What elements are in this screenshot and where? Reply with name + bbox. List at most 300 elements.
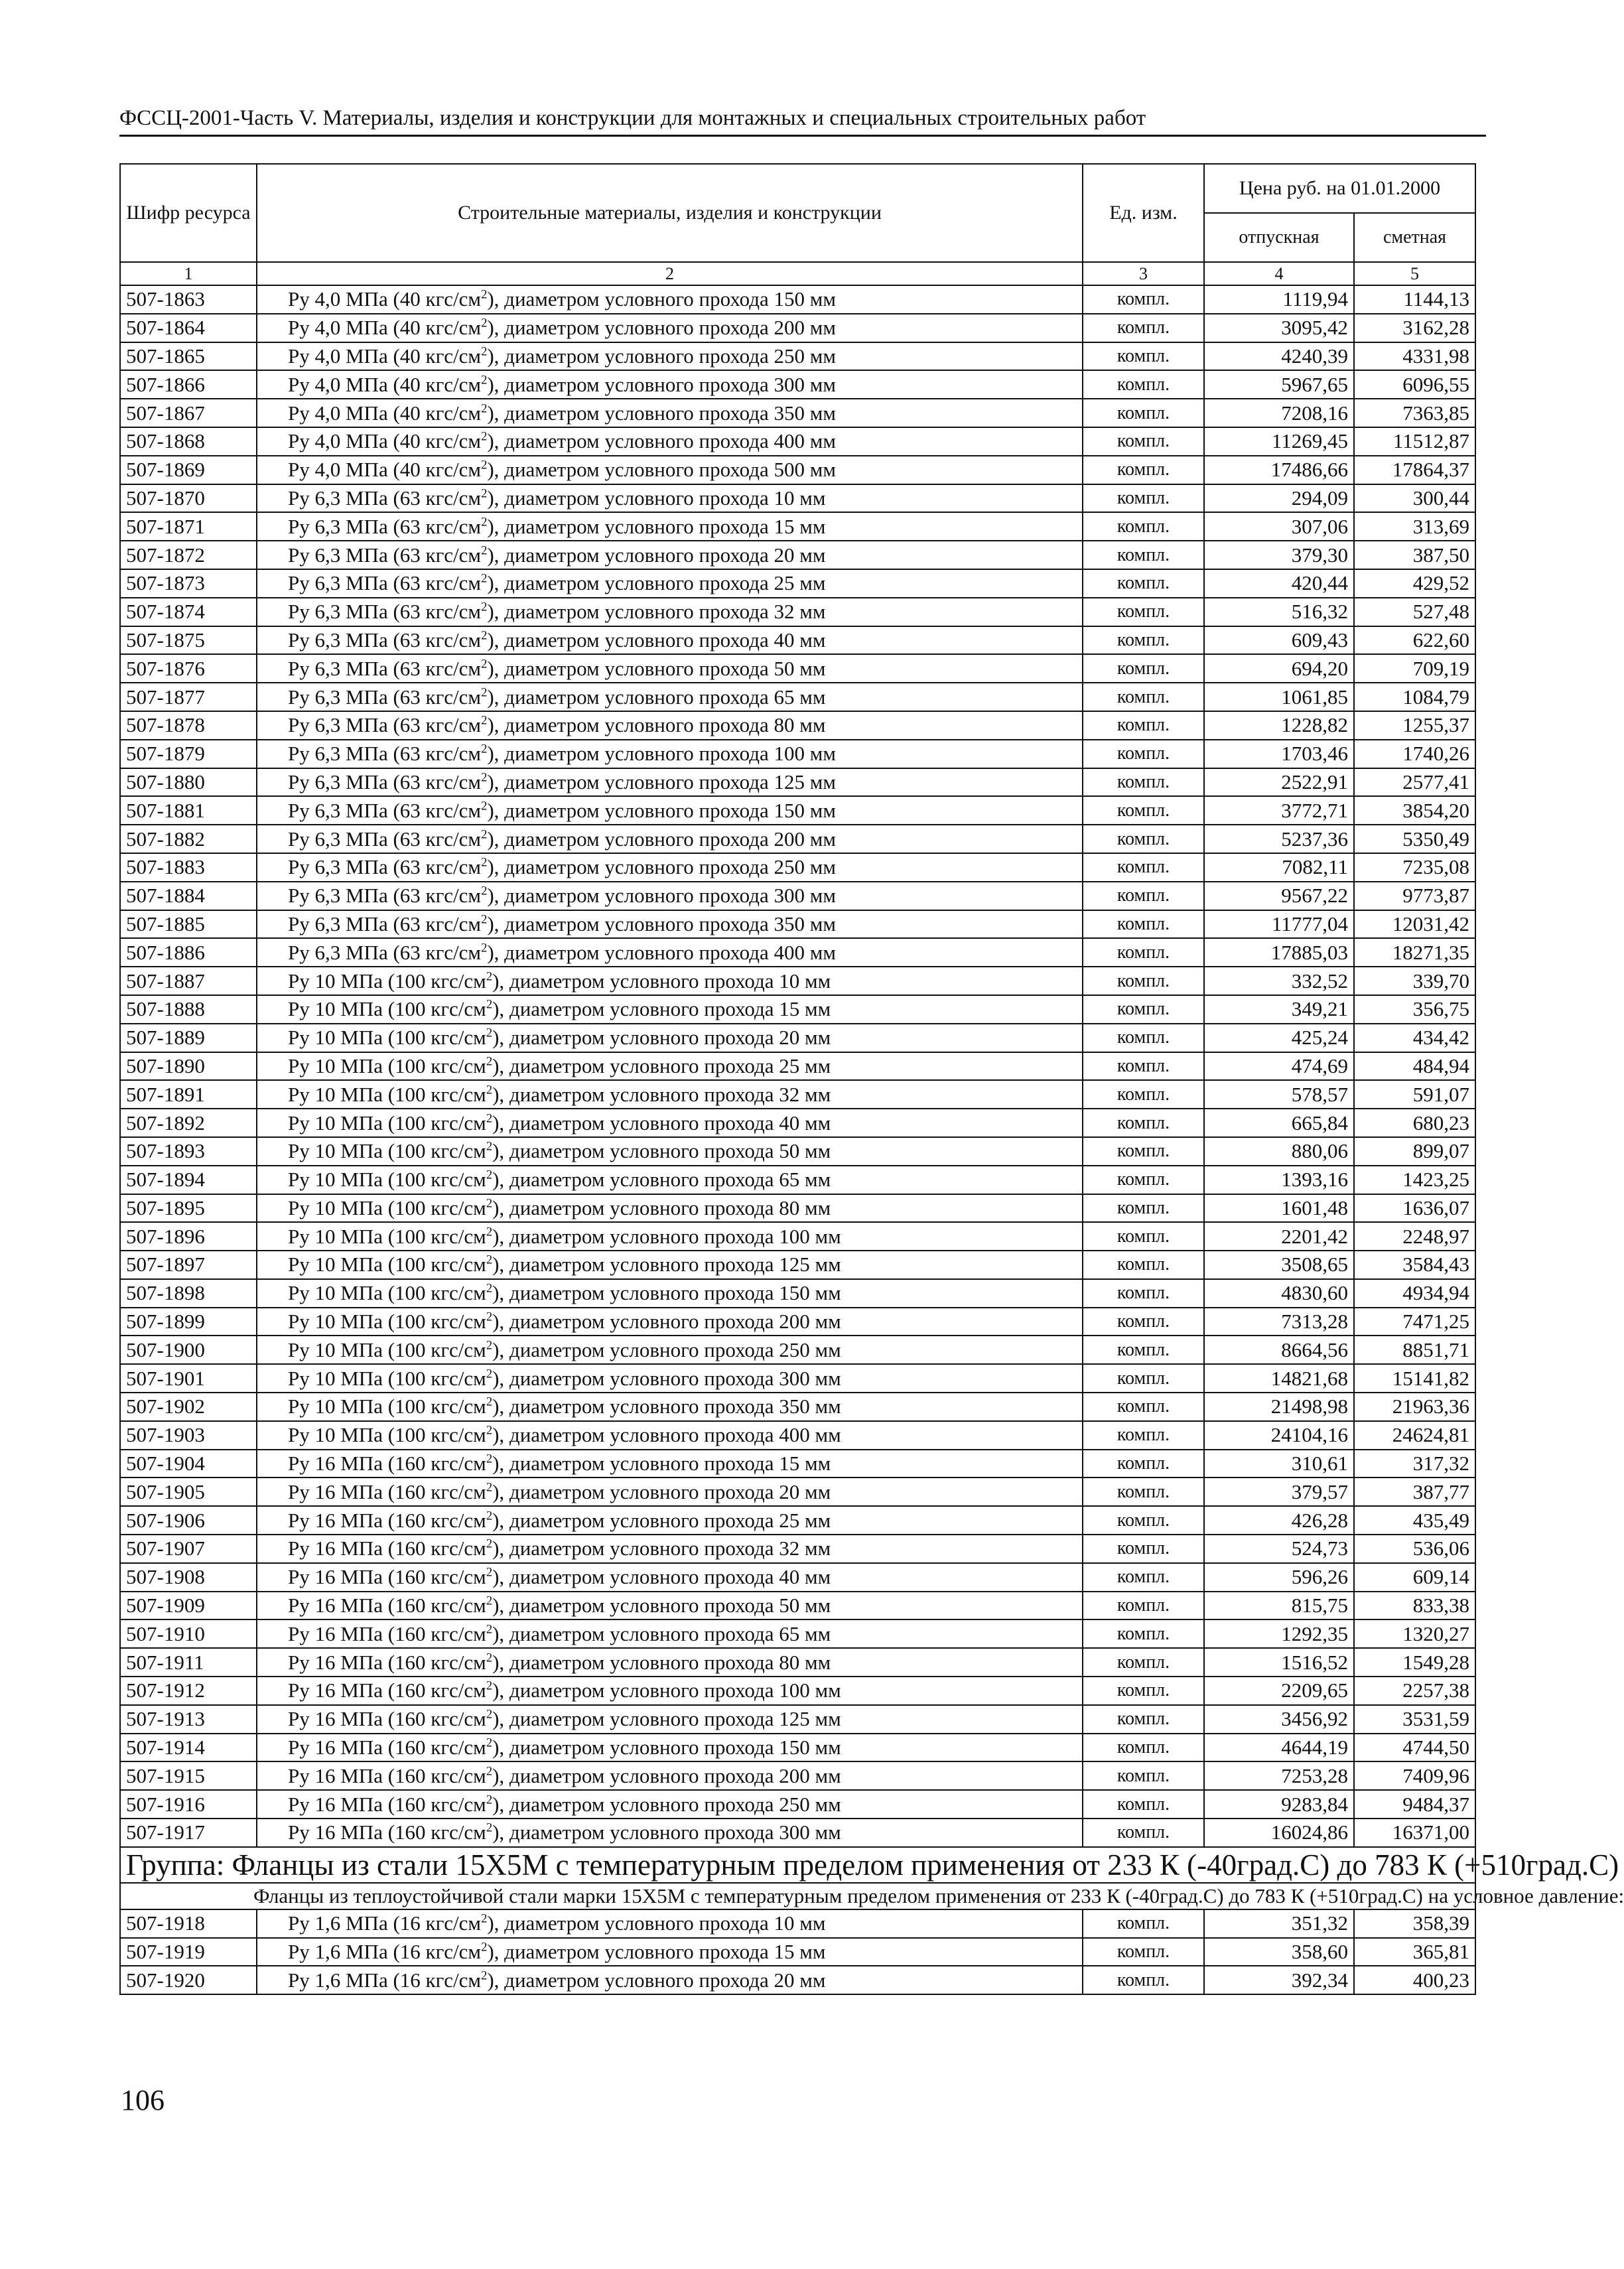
release-price: 7082,11	[1204, 853, 1354, 882]
estimate-price: 833,38	[1354, 1592, 1475, 1620]
unit: компл.	[1083, 1336, 1204, 1364]
superscript: 2	[481, 373, 488, 387]
description-text: Ру 16 МПа (160 кгс/см	[288, 1792, 486, 1816]
description-text: Ру 16 МПа (160 кгс/см	[288, 1537, 486, 1560]
release-price: 5967,65	[1204, 370, 1354, 399]
estimate-price: 2577,41	[1354, 768, 1475, 797]
table-row	[120, 1734, 1475, 1762]
release-price: 8664,56	[1204, 1336, 1354, 1364]
superscript: 2	[486, 1083, 493, 1097]
table-row	[120, 1790, 1475, 1819]
unit: компл.	[1083, 1938, 1204, 1966]
description-text: Ру 10 МПа (100 кгс/см	[288, 1253, 486, 1276]
item-description	[257, 1109, 1083, 1137]
resource-code: 507-1905	[120, 1478, 257, 1506]
resource-code: 507-1906	[120, 1506, 257, 1535]
unit: компл.	[1083, 1478, 1204, 1506]
release-price: 14821,68	[1204, 1364, 1354, 1393]
resource-code: 507-1870	[120, 484, 257, 513]
release-price: 332,52	[1204, 967, 1354, 995]
estimate-price: 435,49	[1354, 1506, 1475, 1535]
estimate-price: 12031,42	[1354, 910, 1475, 939]
description-text: ), диаметром условного прохода 40 мм	[492, 1111, 831, 1134]
estimate-price: 21963,36	[1354, 1393, 1475, 1421]
item-description	[257, 853, 1083, 882]
superscript: 2	[481, 316, 488, 330]
item-description	[257, 938, 1083, 967]
resource-code: 507-1913	[120, 1705, 257, 1734]
description-text: Ру 10 МПа (100 кгс/см	[288, 1423, 486, 1447]
description-text: ), диаметром условного прохода 250 мм	[492, 1338, 841, 1361]
header-release-price: отпускная	[1204, 213, 1354, 262]
description-text: Ру 16 МПа (160 кгс/см	[288, 1707, 486, 1731]
description-text: ), диаметром условного прохода 10 мм	[492, 969, 831, 993]
table-row	[120, 1938, 1475, 1966]
item-description	[257, 967, 1083, 995]
resource-code: 507-1884	[120, 882, 257, 910]
resource-code: 507-1864	[120, 314, 257, 342]
unit: компл.	[1083, 399, 1204, 427]
description-text: Ру 16 МПа (160 кгс/см	[288, 1565, 486, 1589]
resource-code: 507-1885	[120, 910, 257, 939]
estimate-price: 3531,59	[1354, 1705, 1475, 1734]
table-row	[120, 1251, 1475, 1279]
table-row	[120, 740, 1475, 768]
description-text: ), диаметром условного прохода 80 мм	[492, 1650, 831, 1674]
unit: компл.	[1083, 1194, 1204, 1223]
description-text: ), диаметром условного прохода 300 мм	[492, 1821, 841, 1844]
item-description	[257, 1251, 1083, 1279]
table-row	[120, 711, 1475, 740]
unit: компл.	[1083, 285, 1204, 314]
resource-code: 507-1912	[120, 1677, 257, 1705]
table-row	[120, 1336, 1475, 1364]
description-text: Ру 4,0 МПа (40 кгс/см	[288, 316, 482, 340]
description-text: ), диаметром условного прохода 15 мм	[492, 997, 831, 1021]
item-description	[257, 995, 1083, 1024]
item-description	[257, 1080, 1083, 1109]
unit: компл.	[1083, 1790, 1204, 1819]
release-price: 351,32	[1204, 1909, 1354, 1938]
superscript: 2	[481, 657, 488, 671]
column-number: 3	[1083, 262, 1204, 285]
item-description	[257, 1909, 1083, 1938]
resource-code: 507-1897	[120, 1251, 257, 1279]
estimate-price: 429,52	[1354, 569, 1475, 598]
description-text: Ру 16 МПа (160 кгс/см	[288, 1763, 486, 1787]
release-price: 516,32	[1204, 598, 1354, 626]
table-row	[120, 654, 1475, 683]
description-text: ), диаметром условного прохода 250 мм	[487, 344, 837, 368]
unit: компл.	[1083, 882, 1204, 910]
resource-code: 507-1919	[120, 1938, 257, 1966]
description-text: ), диаметром условного прохода 32 мм	[492, 1082, 831, 1106]
estimate-price: 709,19	[1354, 654, 1475, 683]
table-row	[120, 1222, 1475, 1251]
table-row	[120, 598, 1475, 626]
description-text: ), диаметром условного прохода 400 мм	[487, 940, 837, 964]
superscript: 2	[486, 1253, 493, 1268]
resource-code: 507-1893	[120, 1137, 257, 1166]
unit: компл.	[1083, 1648, 1204, 1677]
description-text: Ру 1,6 МПа (16 кгс/см	[288, 1911, 482, 1935]
description-text: Ру 4,0 МПа (40 кгс/см	[288, 344, 482, 368]
table-row	[120, 1421, 1475, 1450]
unit: компл.	[1083, 1279, 1204, 1308]
unit: компл.	[1083, 456, 1204, 484]
resource-code: 507-1898	[120, 1279, 257, 1308]
resource-code: 507-1883	[120, 853, 257, 882]
description-text: Ру 10 МПа (100 кгс/см	[288, 1026, 486, 1050]
superscript: 2	[486, 1622, 493, 1637]
description-text: ), диаметром условного прохода 350 мм	[492, 1395, 841, 1418]
unit: компл.	[1083, 910, 1204, 939]
description-text: Ру 6,3 МПа (63 кгс/см	[288, 600, 482, 624]
description-text: Ру 16 МПа (160 кгс/см	[288, 1508, 486, 1532]
item-description	[257, 1592, 1083, 1620]
description-text: Ру 6,3 МПа (63 кгс/см	[288, 514, 482, 538]
table-row	[120, 512, 1475, 541]
description-text: Ру 4,0 МПа (40 кгс/см	[288, 287, 482, 311]
description-text: Ру 6,3 МПа (63 кгс/см	[288, 571, 482, 595]
item-description	[257, 598, 1083, 626]
header-price: Цена руб. на 01.01.2000	[1204, 164, 1475, 213]
unit: компл.	[1083, 1450, 1204, 1478]
release-price: 1393,16	[1204, 1166, 1354, 1194]
superscript: 2	[486, 1196, 493, 1211]
unit: компл.	[1083, 967, 1204, 995]
release-price: 1292,35	[1204, 1619, 1354, 1648]
item-description	[257, 541, 1083, 569]
unit: компл.	[1083, 342, 1204, 371]
superscript: 2	[486, 1679, 493, 1694]
unit: компл.	[1083, 1535, 1204, 1563]
superscript: 2	[486, 1594, 493, 1608]
estimate-price: 1423,25	[1354, 1166, 1475, 1194]
description-text: ), диаметром условного прохода 300 мм	[492, 1366, 841, 1390]
description-text: ), диаметром условного прохода 80 мм	[492, 1196, 831, 1219]
superscript: 2	[486, 1764, 493, 1779]
description-text: ), диаметром условного прохода 20 мм	[492, 1026, 831, 1050]
release-price: 310,61	[1204, 1450, 1354, 1478]
description-text: ), диаметром условного прохода 100 мм	[492, 1679, 841, 1702]
table-row	[120, 342, 1475, 371]
item-description	[257, 1535, 1083, 1563]
unit: компл.	[1083, 1966, 1204, 1994]
item-description	[257, 1393, 1083, 1421]
unit: компл.	[1083, 1109, 1204, 1137]
description-text: Ру 10 МПа (100 кгс/см	[288, 1054, 486, 1077]
item-description	[257, 910, 1083, 939]
description-text: Ру 16 МПа (160 кгс/см	[288, 1479, 486, 1503]
item-description	[257, 825, 1083, 853]
estimate-price: 1255,37	[1354, 711, 1475, 740]
estimate-price: 2257,38	[1354, 1677, 1475, 1705]
table-row	[120, 853, 1475, 882]
table-row	[120, 370, 1475, 399]
description-text: Ру 4,0 МПа (40 кгс/см	[288, 458, 482, 482]
estimate-price: 4934,94	[1354, 1279, 1475, 1308]
table-row	[120, 399, 1475, 427]
description-text: Ру 16 МПа (160 кгс/см	[288, 1821, 486, 1844]
unit: компл.	[1083, 484, 1204, 513]
description-text: Ру 6,3 МПа (63 кгс/см	[288, 884, 482, 908]
table-row	[120, 1308, 1475, 1336]
item-description	[257, 711, 1083, 740]
description-text: Ру 6,3 МПа (63 кгс/см	[288, 628, 482, 652]
description-text: ), диаметром условного прохода 80 мм	[487, 713, 826, 737]
superscript: 2	[486, 1509, 493, 1523]
release-price: 3772,71	[1204, 796, 1354, 825]
page-number: 106	[121, 2084, 165, 2116]
item-description	[257, 1734, 1083, 1762]
table-row	[120, 1705, 1475, 1734]
column-number: 4	[1204, 262, 1354, 285]
estimate-price: 7409,96	[1354, 1761, 1475, 1790]
release-price: 694,20	[1204, 654, 1354, 683]
release-price: 307,06	[1204, 512, 1354, 541]
release-price: 294,09	[1204, 484, 1354, 513]
table-row	[120, 285, 1475, 314]
item-description	[257, 1478, 1083, 1506]
description-text: Ру 10 МПа (100 кгс/см	[288, 969, 486, 993]
unit: компл.	[1083, 541, 1204, 569]
estimate-price: 3162,28	[1354, 314, 1475, 342]
description-text: Ру 6,3 МПа (63 кгс/см	[288, 940, 482, 964]
description-text: Ру 4,0 МПа (40 кгс/см	[288, 429, 482, 453]
unit: компл.	[1083, 1222, 1204, 1251]
superscript: 2	[486, 1054, 493, 1069]
description-text: ), диаметром условного прохода 250 мм	[487, 855, 837, 879]
description-text: ), диаметром условного прохода 150 мм	[492, 1736, 841, 1759]
description-text: ), диаметром условного прохода 50 мм	[492, 1139, 831, 1163]
description-text: ), диаметром условного прохода 125 мм	[492, 1253, 841, 1276]
description-text: ), диаметром условного прохода 125 мм	[492, 1707, 841, 1731]
estimate-price: 17864,37	[1354, 456, 1475, 484]
superscript: 2	[486, 1736, 493, 1750]
release-price: 379,30	[1204, 541, 1354, 569]
description-text: ), диаметром условного прохода 65 мм	[492, 1168, 831, 1192]
table-row	[120, 1450, 1475, 1478]
table-row	[120, 484, 1475, 513]
estimate-price: 484,94	[1354, 1052, 1475, 1081]
release-price: 578,57	[1204, 1080, 1354, 1109]
description-text: ), диаметром условного прохода 200 мм	[492, 1763, 841, 1787]
unit: компл.	[1083, 654, 1204, 683]
resource-code: 507-1900	[120, 1336, 257, 1364]
superscript: 2	[481, 714, 488, 728]
description-text: Ру 6,3 МПа (63 кгс/см	[288, 713, 482, 737]
release-price: 524,73	[1204, 1535, 1354, 1563]
description-text: ), диаметром условного прохода 40 мм	[487, 628, 826, 652]
resource-code: 507-1868	[120, 427, 257, 456]
superscript: 2	[486, 1395, 493, 1410]
superscript: 2	[486, 1225, 493, 1239]
estimate-price: 1636,07	[1354, 1194, 1475, 1223]
estimate-price: 18271,35	[1354, 938, 1475, 967]
description-text: ), диаметром условного прохода 40 мм	[492, 1565, 831, 1589]
release-price: 1516,52	[1204, 1648, 1354, 1677]
resource-code: 507-1916	[120, 1790, 257, 1819]
unit: компл.	[1083, 1308, 1204, 1336]
release-price: 7313,28	[1204, 1308, 1354, 1336]
resource-code: 507-1896	[120, 1222, 257, 1251]
estimate-price: 1549,28	[1354, 1648, 1475, 1677]
superscript: 2	[486, 1139, 493, 1154]
item-description	[257, 1279, 1083, 1308]
table-row	[120, 683, 1475, 711]
superscript: 2	[481, 912, 488, 927]
superscript: 2	[486, 969, 493, 984]
table-row	[120, 1619, 1475, 1648]
resource-code: 507-1920	[120, 1966, 257, 1994]
table-row	[120, 427, 1475, 456]
table-row	[120, 1052, 1475, 1081]
resource-code: 507-1901	[120, 1364, 257, 1393]
description-text: ), диаметром условного прохода 20 мм	[487, 1968, 826, 1992]
description-text: Ру 16 МПа (160 кгс/см	[288, 1594, 486, 1617]
unit: компл.	[1083, 1761, 1204, 1790]
description-text: ), диаметром условного прохода 25 мм	[492, 1508, 831, 1532]
price-table	[119, 163, 1624, 1995]
release-price: 9567,22	[1204, 882, 1354, 910]
description-text: Ру 6,3 МПа (63 кгс/см	[288, 486, 482, 510]
description-text: ), диаметром условного прохода 400 мм	[492, 1423, 841, 1447]
item-description	[257, 1966, 1083, 1994]
release-price: 16024,86	[1204, 1819, 1354, 1847]
resource-code: 507-1891	[120, 1080, 257, 1109]
unit: компл.	[1083, 1364, 1204, 1393]
resource-code: 507-1865	[120, 342, 257, 371]
superscript: 2	[486, 997, 493, 1012]
superscript: 2	[481, 430, 488, 445]
release-price: 4830,60	[1204, 1279, 1354, 1308]
item-description	[257, 456, 1083, 484]
resource-code: 507-1914	[120, 1734, 257, 1762]
superscript: 2	[481, 486, 488, 501]
item-description	[257, 882, 1083, 910]
resource-code: 507-1881	[120, 796, 257, 825]
unit: компл.	[1083, 1819, 1204, 1847]
description-text: Ру 16 МПа (160 кгс/см	[288, 1679, 486, 1702]
item-description	[257, 1819, 1083, 1847]
release-price: 4240,39	[1204, 342, 1354, 371]
table-row	[120, 1592, 1475, 1620]
resource-code: 507-1904	[120, 1450, 257, 1478]
unit: компл.	[1083, 740, 1204, 768]
superscript: 2	[481, 515, 488, 529]
item-description	[257, 654, 1083, 683]
estimate-price: 11512,87	[1354, 427, 1475, 456]
item-description	[257, 1024, 1083, 1052]
description-text: Ру 10 МПа (100 кгс/см	[288, 1111, 486, 1134]
description-text: ), диаметром условного прохода 200 мм	[487, 827, 837, 851]
header-unit: Ед. изм.	[1083, 164, 1204, 262]
table-row	[120, 626, 1475, 655]
superscript: 2	[481, 941, 488, 955]
superscript: 2	[486, 1821, 493, 1836]
item-description	[257, 1450, 1083, 1478]
description-text: Ру 10 МПа (100 кгс/см	[288, 1310, 486, 1334]
estimate-price: 591,07	[1354, 1080, 1475, 1109]
estimate-price: 7471,25	[1354, 1308, 1475, 1336]
release-price: 5237,36	[1204, 825, 1354, 853]
description-text: Ру 1,6 МПа (16 кгс/см	[288, 1940, 482, 1964]
unit: компл.	[1083, 1166, 1204, 1194]
unit: компл.	[1083, 1421, 1204, 1450]
superscript: 2	[486, 1565, 493, 1580]
description-text: ), диаметром условного прохода 200 мм	[492, 1310, 841, 1334]
resource-code: 507-1877	[120, 683, 257, 711]
description-text: Ру 10 МПа (100 кгс/см	[288, 1281, 486, 1305]
description-text: ), диаметром условного прохода 150 мм	[492, 1281, 841, 1305]
table-row	[120, 796, 1475, 825]
table-row	[120, 1137, 1475, 1166]
resource-code: 507-1876	[120, 654, 257, 683]
unit: компл.	[1083, 938, 1204, 967]
superscript: 2	[481, 1940, 488, 1955]
resource-code: 507-1872	[120, 541, 257, 569]
description-text: ), диаметром условного прохода 100 мм	[487, 742, 837, 766]
table-row	[120, 1194, 1475, 1223]
unit: компл.	[1083, 427, 1204, 456]
superscript: 2	[481, 884, 488, 898]
superscript: 2	[486, 1338, 493, 1353]
estimate-price: 15141,82	[1354, 1364, 1475, 1393]
description-text: Ру 10 МПа (100 кгс/см	[288, 997, 486, 1021]
unit: компл.	[1083, 683, 1204, 711]
release-price: 1119,94	[1204, 285, 1354, 314]
release-price: 815,75	[1204, 1592, 1354, 1620]
item-description	[257, 1677, 1083, 1705]
description-text: Ру 6,3 МПа (63 кгс/см	[288, 855, 482, 879]
superscript: 2	[486, 1111, 493, 1126]
unit: компл.	[1083, 711, 1204, 740]
release-price: 7208,16	[1204, 399, 1354, 427]
estimate-price: 358,39	[1354, 1909, 1475, 1938]
estimate-price: 1084,79	[1354, 683, 1475, 711]
unit: компл.	[1083, 825, 1204, 853]
resource-code: 507-1899	[120, 1308, 257, 1336]
description-text: Ру 6,3 МПа (63 кгс/см	[288, 770, 482, 793]
description-text: Ру 6,3 МПа (63 кгс/см	[288, 912, 482, 935]
item-description	[257, 1619, 1083, 1648]
table-row	[120, 1648, 1475, 1677]
table-row	[120, 1677, 1475, 1705]
description-text: Ру 6,3 МПа (63 кгс/см	[288, 742, 482, 766]
item-description	[257, 1563, 1083, 1592]
resource-code: 507-1908	[120, 1563, 257, 1592]
description-text: ), диаметром условного прохода 15 мм	[492, 1452, 831, 1476]
unit: компл.	[1083, 995, 1204, 1024]
estimate-price: 1320,27	[1354, 1619, 1475, 1648]
release-price: 7253,28	[1204, 1761, 1354, 1790]
release-price: 474,69	[1204, 1052, 1354, 1081]
release-price: 665,84	[1204, 1109, 1354, 1137]
description-text: ), диаметром условного прохода 25 мм	[487, 571, 826, 595]
estimate-price: 6096,55	[1354, 370, 1475, 399]
superscript: 2	[481, 827, 488, 842]
description-text: Ру 6,3 МПа (63 кгс/см	[288, 685, 482, 709]
description-text: Ру 4,0 МПа (40 кгс/см	[288, 401, 482, 425]
item-description	[257, 342, 1083, 371]
table-row	[120, 1761, 1475, 1790]
item-description	[257, 768, 1083, 797]
running-header: ФССЦ-2001-Часть V. Материалы, изделия и конструкции для монтажных и специальных строительных работ	[119, 106, 1486, 137]
description-text: ), диаметром условного прохода 250 мм	[492, 1792, 841, 1816]
release-price: 21498,98	[1204, 1393, 1354, 1421]
estimate-price: 622,60	[1354, 626, 1475, 655]
